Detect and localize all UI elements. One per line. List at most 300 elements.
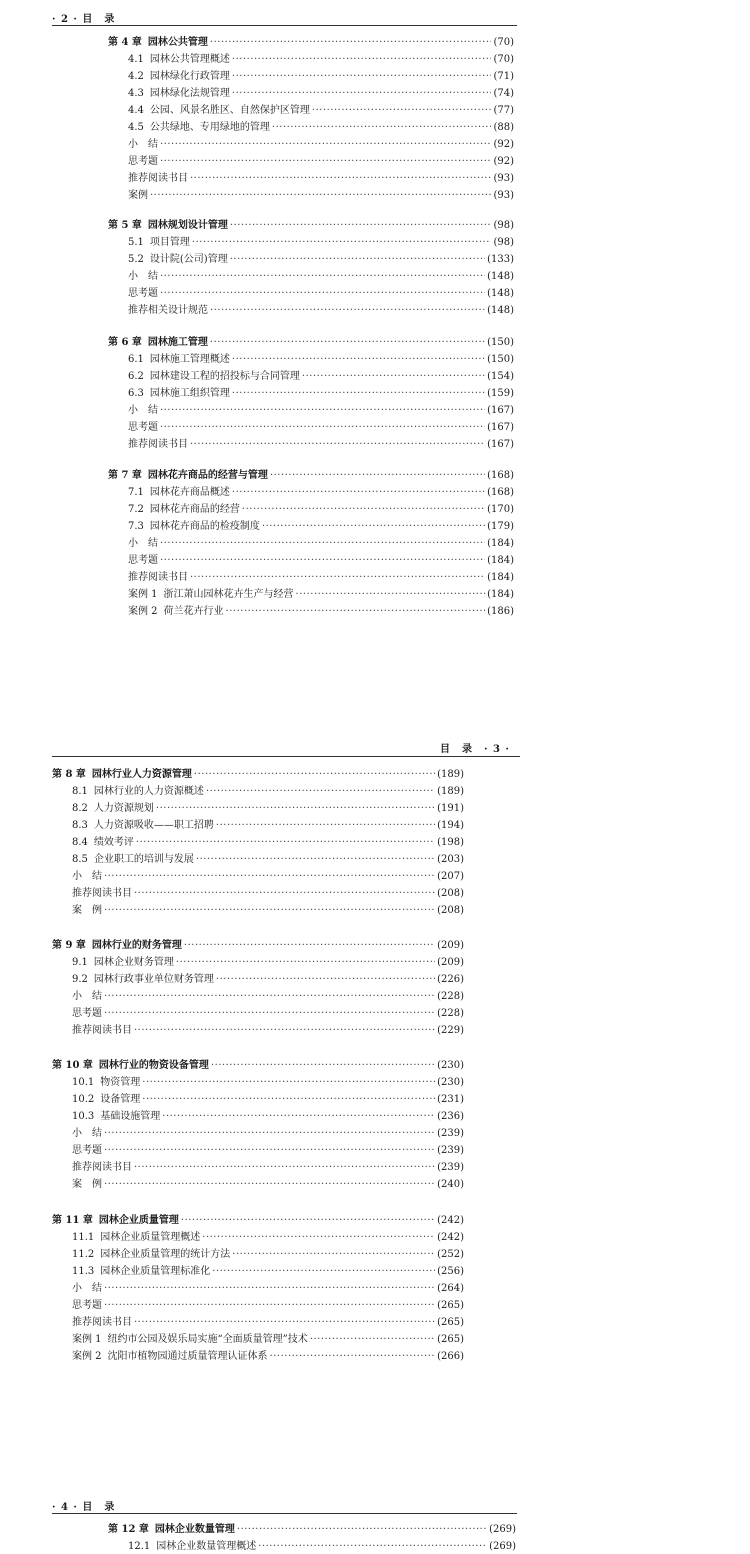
toc-page-number: (265) [437,1334,464,1345]
toc-page-number: (256) [437,1266,464,1277]
toc-entry-number: 7.3 [128,521,144,532]
toc-entry-number: 4.4 [128,105,144,116]
toc-entry-text: 企业职工的培训与发展 [93,854,194,865]
toc-entry-text: 案例 [128,190,148,201]
leader-dots [230,254,485,265]
leader-dots [134,1162,435,1173]
toc-entry-title [128,551,158,566]
toc-entry-title [128,585,294,600]
toc-entry-number: 6.1 [128,354,144,365]
toc-section-entry [72,1141,464,1158]
toc-section-entry [72,1158,464,1175]
toc-section-entry [72,1124,464,1141]
toc-entry-text: 纽约市公园及娱乐局实施“全面质量管理”技术 [107,1334,308,1345]
toc-section-entry [72,1175,464,1192]
toc-entry-title [52,765,192,780]
toc-entry-number: 4.1 [128,54,144,65]
toc-page-number: (71) [493,71,514,82]
toc-entry-title [128,250,228,265]
toc-page-number: (228) [437,1008,464,1019]
toc-entry-title [72,1330,308,1345]
toc-entry-text: 园林行业的财务管理 [91,940,182,951]
toc-entry-text: 小 结 [72,871,102,882]
toc-section-entry [72,1279,464,1296]
toc-entry-text: 浙江萧山园林花卉生产与经营 [163,589,294,600]
toc-chapter-entry [52,765,464,782]
leader-dots [196,854,435,865]
toc-section-entry [128,534,514,551]
toc-entry-text: 公园、风景名胜区、自然保护区管理 [149,105,310,116]
toc-entry-text: 物资管理 [100,1077,141,1088]
toc-entry-title [128,534,158,549]
toc-entry-text: 公共绿地、专用绿地的管理 [149,122,270,133]
header-rule [52,756,520,757]
leader-dots [176,957,435,968]
toc-entry-text: 园林企业质量管理的统计方法 [100,1249,231,1260]
toc-chapter-entry [52,1056,464,1073]
toc-entry-title [108,333,208,348]
toc-page-number: (92) [493,139,514,150]
toc-entry-number: 11.1 [72,1232,95,1243]
toc-page-number: (209) [437,940,464,951]
leader-dots [160,422,485,433]
toc-section-entry [72,1021,464,1038]
toc-entry-text: 案 例 [72,905,102,916]
toc-page-number: (265) [437,1317,464,1328]
toc-page-number: (184) [487,589,514,600]
toc-entry-text: 园林绿化行政管理 [149,71,230,82]
toc-entry-number: 8.4 [72,837,88,848]
toc-section-entry [128,500,514,517]
toc-section-entry [128,101,514,118]
toc-entry-text: 小 结 [128,405,158,416]
toc-section-entry [72,833,464,850]
toc-entry-title [128,135,158,150]
toc-entry-number: 7.1 [128,487,144,498]
toc-entry-text: 推荐阅读书目 [72,1317,132,1328]
toc-entry-title [72,970,214,985]
toc-entry-text: 设备管理 [100,1094,141,1105]
toc-entry-text: 沈阳市植物园通过质量管理认证体系 [107,1351,268,1362]
toc-page-number: (239) [437,1128,464,1139]
leader-dots [242,504,485,515]
leader-dots [211,1060,435,1071]
toc-section-entry [72,1347,464,1364]
toc-page-number: (184) [487,538,514,549]
toc-page-number: (150) [487,337,514,348]
toc-page-number: (264) [437,1283,464,1294]
toc-entry-text: 小 结 [72,1283,102,1294]
toc-page-number: (184) [487,572,514,583]
toc-entry-text: 推荐阅读书目 [128,173,188,184]
toc-page-number: (191) [437,803,464,814]
toc-entry-text: 小 结 [128,271,158,282]
toc-entry-text: 项目管理 [149,237,190,248]
toc-section-entry [128,152,514,169]
toc-page-number: (266) [437,1351,464,1362]
toc-entry-title [128,435,188,450]
leader-dots [190,439,485,450]
toc-section-entry [72,782,464,799]
toc-page-number: (228) [437,991,464,1002]
toc-entry-text: 园林公共管理概述 [149,54,230,65]
toc-section-entry [72,1296,464,1313]
toc-entry-number: 第 6 章 [108,337,142,348]
toc-page-number: (194) [437,820,464,831]
toc-section-entry [128,483,514,500]
toc-entry-title [128,301,208,316]
toc-entry-number: 7.2 [128,504,144,515]
toc-entry-title [52,936,182,951]
leader-dots [156,803,435,814]
toc-entry-number: 10.3 [72,1111,95,1122]
toc-section-entry [128,435,514,452]
toc-page-number: (269) [489,1541,516,1552]
toc-entry-text: 园林行业的物资设备管理 [98,1060,209,1071]
toc-page-number: (98) [493,220,514,231]
toc-section-entry [128,186,514,203]
leader-dots [270,1351,436,1362]
toc-entry-title [128,152,158,167]
toc-section-entry [72,1313,464,1330]
toc-entry-number: 第 12 章 [108,1524,149,1535]
toc-entry-text: 园林绿化法规管理 [149,88,230,99]
leader-dots [190,572,485,583]
toc-page-number: (229) [437,1025,464,1036]
leader-dots [296,589,486,600]
toc-entry-title [72,1262,210,1277]
toc-page-number: (207) [437,871,464,882]
toc-page-number: (70) [493,54,514,65]
toc-page-number: (242) [437,1232,464,1243]
toc-entry-text: 思考题 [72,1300,102,1311]
toc-page-number: (133) [487,254,514,265]
toc-page-number: (236) [437,1111,464,1122]
toc-entry-title [72,1107,160,1122]
leader-dots [136,837,435,848]
toc-section-entry [128,50,514,67]
toc-entry-title [128,500,240,515]
toc-page-number: (92) [493,156,514,167]
toc-entry-text: 思考题 [72,1145,102,1156]
toc-entry-number: 案例 2 [128,606,158,617]
toc-entry-title [108,466,268,481]
leader-dots [232,354,485,365]
leader-dots [232,71,492,82]
toc-entry-text: 园林企业质量管理概述 [100,1232,201,1243]
toc-entry-title [72,953,174,968]
leader-dots [226,606,486,617]
leader-dots [104,1179,435,1190]
leader-dots [270,470,485,481]
toc-section-entry [72,884,464,901]
leader-dots [104,1300,435,1311]
leader-dots [312,105,492,116]
toc-entry-text: 人力资源吸收——职工招聘 [93,820,214,831]
toc-section-entry [128,350,514,367]
toc-page-number: (70) [493,37,514,48]
toc-entry-text: 推荐阅读书目 [72,1162,132,1173]
toc-entry-title [72,987,102,1002]
leader-dots [142,1077,435,1088]
toc-page-number: (252) [437,1249,464,1260]
toc-page-number: (189) [437,769,464,780]
toc-page-number: (208) [437,905,464,916]
toc-section-entry [128,568,514,585]
toc-entry-text: 园林施工管理 [147,337,208,348]
toc-section-entry [72,799,464,816]
toc-entry-title [72,1090,140,1105]
toc-entry-text: 基础设施管理 [100,1111,161,1122]
toc-section-entry [128,551,514,568]
toc-section-entry [128,250,514,267]
toc-section-entry [128,602,514,619]
toc-entry-number: 10.2 [72,1094,95,1105]
toc-page-number: (186) [487,606,514,617]
toc-entry-title [128,169,188,184]
toc-entry-number: 11.2 [72,1249,95,1260]
toc-section-entry [72,1090,464,1107]
toc-entry-number: 8.1 [72,786,88,797]
toc-page-number: (167) [487,405,514,416]
toc-page-number: (148) [487,271,514,282]
toc-entry-text: 小 结 [72,1128,102,1139]
toc-entry-text: 园林花卉商品的经营与管理 [147,470,268,481]
toc-page-number: (167) [487,439,514,450]
toc-section-entry [128,233,514,250]
toc-section-entry [128,135,514,152]
toc-page-number: (242) [437,1215,464,1226]
toc-entry-title [72,1141,102,1156]
toc-entry-number: 6.3 [128,388,144,399]
toc-page-number: (208) [437,888,464,899]
leader-dots [160,139,491,150]
toc-section-entry [72,1004,464,1021]
toc-entry-title [72,1158,132,1173]
leader-dots [210,305,485,316]
toc-page-number: (148) [487,305,514,316]
toc-entry-text: 思考题 [128,288,158,299]
toc-entry-title [128,50,230,65]
toc-entry-text: 绩效考评 [93,837,134,848]
toc-chapter-entry [108,33,514,50]
toc-page-number: (168) [487,487,514,498]
toc-entry-text: 园林公共管理 [147,37,208,48]
toc-section-entry [128,585,514,602]
toc-entry-title [128,401,158,416]
toc-section-entry [128,118,514,135]
toc-entry-number: 11.3 [72,1266,95,1277]
toc-entry-text: 推荐阅读书目 [72,1025,132,1036]
toc-entry-text: 园林施工组织管理 [149,388,230,399]
toc-page-number: (168) [487,470,514,481]
toc-page-number: (74) [493,88,514,99]
toc-entry-text: 小 结 [72,991,102,1002]
toc-entry-title [72,1313,132,1328]
toc-section-entry [72,1245,464,1262]
toc-entry-text: 园林规划设计管理 [147,220,228,231]
leader-dots [272,122,492,133]
toc-section-entry [72,970,464,987]
leader-dots [160,288,485,299]
leader-dots [258,1541,487,1552]
toc-entry-title [128,84,230,99]
leader-dots [232,388,485,399]
toc-entry-number: 4.3 [128,88,144,99]
toc-entry-title [72,1124,102,1139]
toc-entry-text: 思考题 [128,156,158,167]
toc-entry-number: 案例 1 [72,1334,102,1345]
toc-entry-text: 园林企业数量管理概述 [156,1541,257,1552]
toc-entry-title [128,186,148,201]
toc-section-entry [128,301,514,318]
toc-section-entry [128,517,514,534]
toc-entry-title [108,216,228,231]
toc-entry-title [72,1228,200,1243]
toc-entry-text: 园林行政事业单位财务管理 [93,974,214,985]
toc-section-entry [128,267,514,284]
toc-entry-text: 园林行业人力资源管理 [91,769,192,780]
toc-page-number: (98) [493,237,514,248]
toc-entry-text: 园林企业质量管理 [98,1215,179,1226]
leader-dots [134,888,435,899]
leader-dots [134,1317,435,1328]
toc-entry-title [128,483,230,498]
leader-dots [232,487,485,498]
leader-dots [202,1232,435,1243]
toc-entry-text: 推荐阅读书目 [128,439,188,450]
toc-entry-text: 案 例 [72,1179,102,1190]
leader-dots [160,405,485,416]
toc-entry-number: 4.5 [128,122,144,133]
leader-dots [104,1128,435,1139]
toc-page-number: (170) [487,504,514,515]
toc-entry-title [128,1537,256,1552]
leader-dots [262,521,485,532]
toc-page-number: (265) [437,1300,464,1311]
toc-entry-title [72,1279,102,1294]
toc-entry-title [128,602,224,617]
toc-entry-title [52,1056,209,1071]
toc-section-entry [72,850,464,867]
toc-entry-number: 4.2 [128,71,144,82]
page-header-4: · 4 · 目 录 [52,1502,116,1513]
toc-section-entry [128,401,514,418]
toc-entry-title [72,1004,102,1019]
toc-entry-number: 第 4 章 [108,37,142,48]
leader-dots [190,173,491,184]
toc-entry-title [72,816,214,831]
toc-entry-title [128,418,158,433]
toc-page-number: (198) [437,837,464,848]
toc-page-number: (154) [487,371,514,382]
toc-section-entry [128,67,514,84]
toc-page-number: (269) [489,1524,516,1535]
toc-page-number: (93) [493,173,514,184]
toc-entry-number: 8.5 [72,854,88,865]
toc-entry-text: 推荐阅读书目 [128,572,188,583]
toc-entry-title [72,782,204,797]
toc-section-entry [72,953,464,970]
leader-dots [206,786,435,797]
toc-entry-title [72,884,132,899]
toc-entry-title [128,67,230,82]
leader-dots [160,271,485,282]
toc-entry-text: 思考题 [72,1008,102,1019]
leader-dots [134,1025,435,1036]
toc-section-entry [72,867,464,884]
toc-entry-title [108,33,208,48]
toc-chapter-entry [52,936,464,953]
toc-section-entry [72,1073,464,1090]
leader-dots [104,1008,435,1019]
toc-page-number: (179) [487,521,514,532]
toc-entry-text: 荷兰花卉行业 [163,606,224,617]
leader-dots [310,1334,435,1345]
toc-page-number: (209) [437,957,464,968]
toc-entry-title [128,101,310,116]
toc-page-number: (239) [437,1162,464,1173]
leader-dots [232,1249,435,1260]
toc-page-number: (159) [487,388,514,399]
leader-dots [104,1283,435,1294]
toc-entry-text: 园林花卉商品的检疫制度 [149,521,260,532]
toc-entry-text: 小 结 [128,538,158,549]
toc-entry-title [128,568,188,583]
toc-section-entry [128,284,514,301]
toc-section-entry [128,418,514,435]
toc-section-entry [72,1228,464,1245]
toc-entry-title [128,367,300,382]
toc-entry-title [128,118,270,133]
toc-entry-number: 第 10 章 [52,1060,93,1071]
toc-chapter-entry [108,216,514,233]
leader-dots [210,37,492,48]
toc-entry-title [128,267,158,282]
toc-page-number: (167) [487,422,514,433]
toc-entry-title [108,1520,235,1535]
header-rule [52,1513,517,1514]
page-header-3: 目 录 · 3 · [440,744,510,755]
toc-page-number: (88) [493,122,514,133]
page-header-2: · 2 · 目 录 [52,14,116,25]
leader-dots [302,371,485,382]
leader-dots [210,337,485,348]
leader-dots [212,1266,435,1277]
leader-dots [230,220,492,231]
toc-entry-number: 8.3 [72,820,88,831]
toc-entry-text: 人力资源规划 [93,803,154,814]
toc-entry-text: 园林花卉商品概述 [149,487,230,498]
toc-section-entry [128,84,514,101]
toc-entry-title [72,1021,132,1036]
toc-page-number: (150) [487,354,514,365]
toc-section-entry [72,901,464,918]
leader-dots [160,555,485,566]
toc-entry-title [72,867,102,882]
toc-entry-number: 9.2 [72,974,88,985]
toc-page-number: (230) [437,1060,464,1071]
leader-dots [104,1145,435,1156]
toc-entry-title [72,1347,268,1362]
toc-entry-number: 第 11 章 [52,1215,93,1226]
toc-entry-text: 园林企业财务管理 [93,957,174,968]
toc-entry-text: 小 结 [128,139,158,150]
toc-entry-title [72,1245,230,1260]
toc-entry-text: 园林企业质量管理标准化 [100,1266,211,1277]
toc-entry-number: 12.1 [128,1541,151,1552]
toc-entry-title [128,517,260,532]
